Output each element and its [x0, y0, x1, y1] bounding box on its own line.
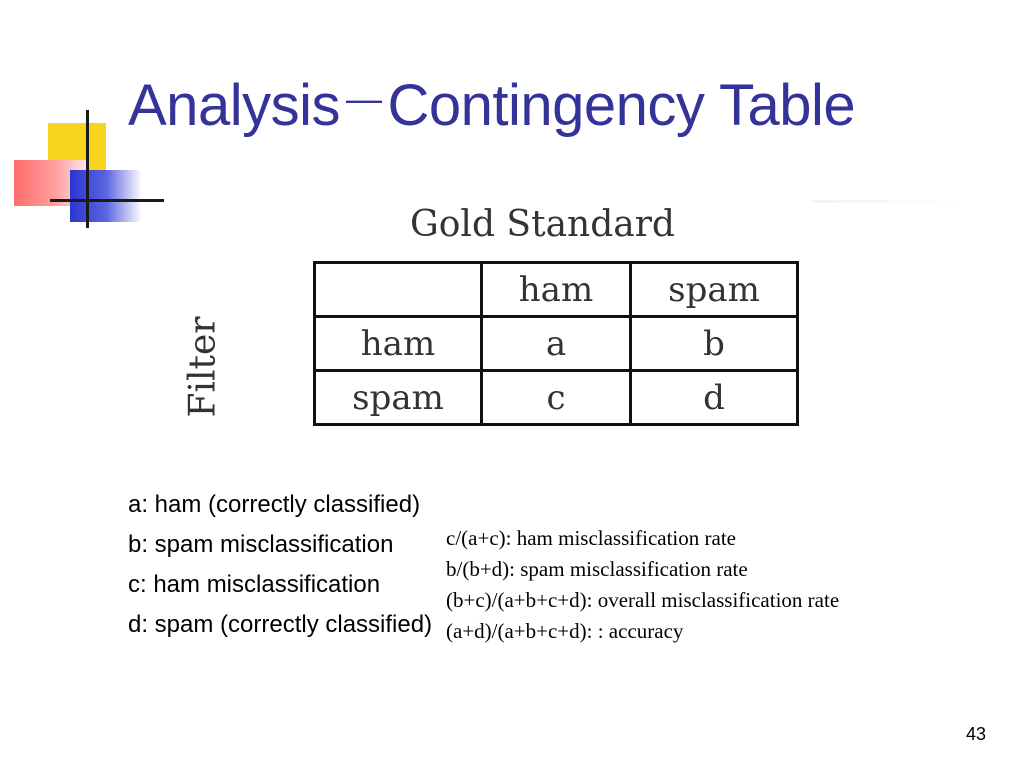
title-left: Analysis: [128, 73, 340, 138]
logo-blue-square: [70, 170, 142, 222]
definition-item: c: ham misclassification: [128, 571, 381, 598]
formula-item: b/(b+d): spam misclassification rate: [446, 557, 748, 581]
filter-label: [180, 312, 226, 422]
formula-item: (a+d)/(a+b+c+d): : accuracy: [446, 619, 684, 643]
decorative-divider: [812, 200, 962, 203]
logo-horizontal-line: [50, 199, 164, 202]
title-dash: —: [345, 78, 382, 119]
table-header-ham: ham: [482, 263, 631, 317]
table-corner-cell: [315, 263, 482, 317]
title-right: Contingency Table: [387, 73, 856, 138]
gold-standard-label: Gold Standard: [410, 204, 675, 245]
formula-item: c/(a+c): ham misclassification rate: [446, 526, 736, 550]
cell-d: d: [631, 371, 798, 425]
filter-label-text: Filter: [182, 316, 224, 418]
row-label-spam: spam: [315, 371, 482, 425]
definitions-list: [128, 488, 438, 648]
table-row: [315, 371, 798, 425]
formula-item: (b+c)/(a+b+c+d): overall misclassification rate: [446, 588, 840, 612]
contingency-table: [313, 261, 799, 426]
slide-number: 43: [966, 724, 987, 744]
row-label-ham: ham: [315, 317, 482, 371]
table-row: [315, 317, 798, 371]
formulas-list: [446, 523, 839, 647]
slide-title: [128, 72, 855, 139]
cell-c: c: [482, 371, 631, 425]
cell-b: b: [631, 317, 798, 371]
logo-vertical-line: [86, 110, 89, 228]
table-header-row: [315, 263, 798, 317]
definition-item: b: spam misclassification: [128, 531, 394, 558]
cell-a: a: [482, 317, 631, 371]
definition-item: a: ham (correctly classified): [128, 491, 421, 518]
definition-item: d: spam (correctly classified): [128, 611, 433, 638]
table-header-spam: spam: [631, 263, 798, 317]
